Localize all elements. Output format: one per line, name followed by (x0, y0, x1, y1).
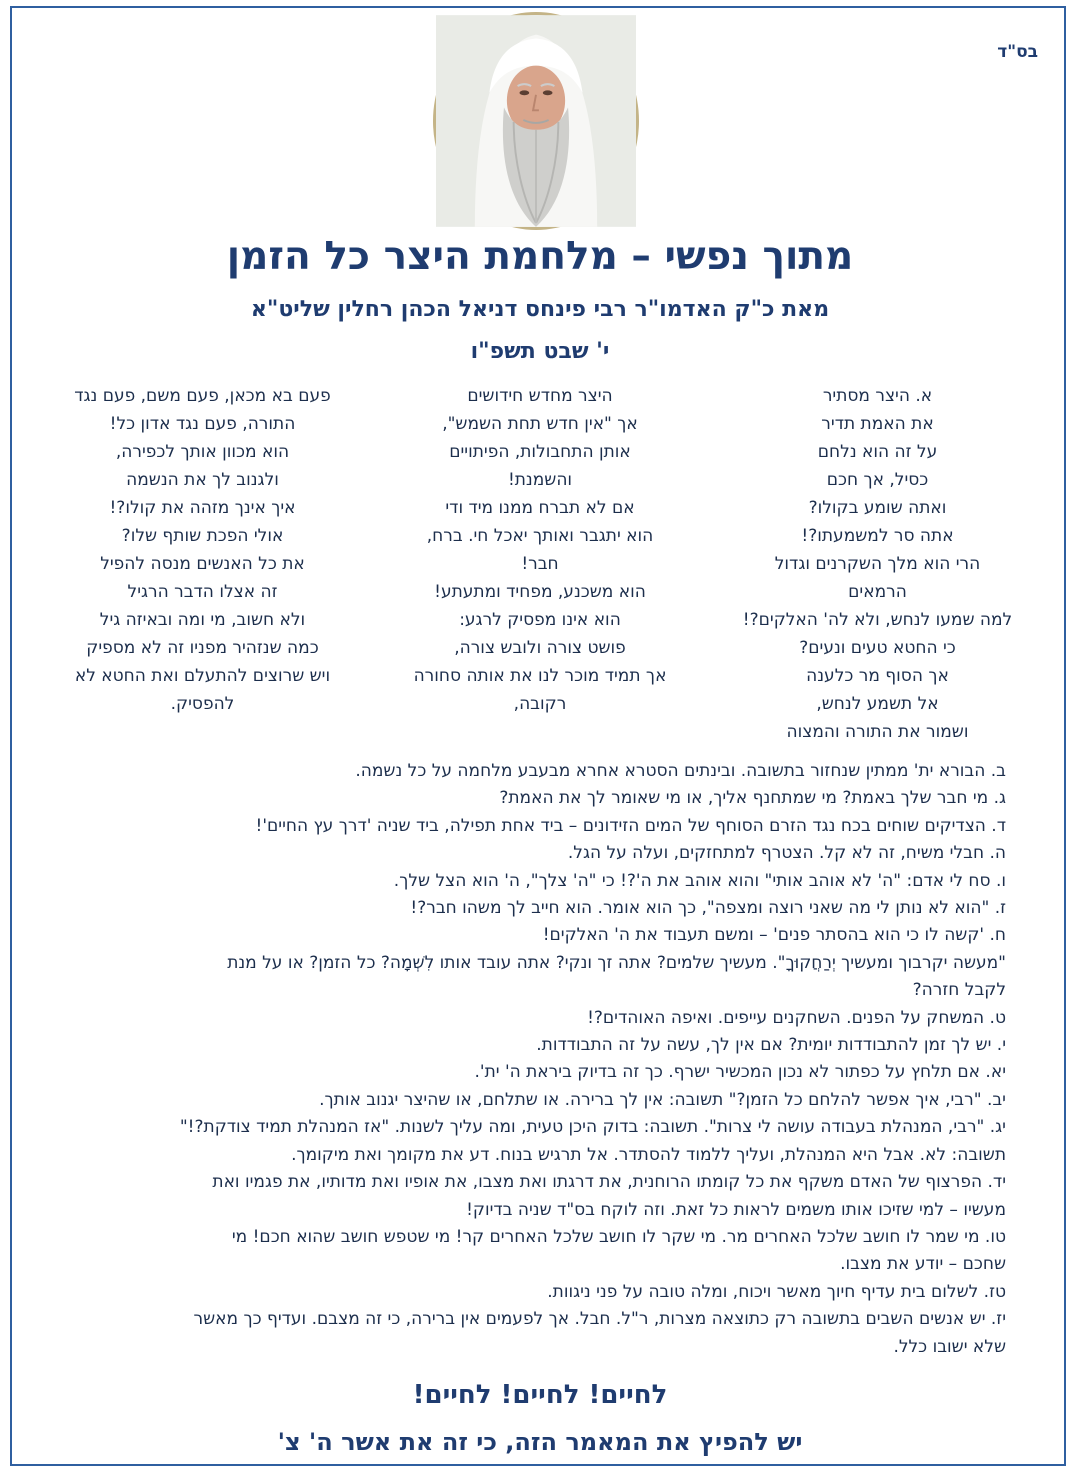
text-line: פעם בא מכאן, פעם משם, פעם נגד (74, 386, 331, 406)
text-line: ולגנוב לך את הנשמה (126, 470, 279, 490)
text-line: הוא מכוון אותך לכפירה, (115, 442, 290, 462)
text-line: לקבל חזרה? (912, 980, 1006, 1001)
text-line: אם לא תברח ממנו מיד ודי (445, 498, 635, 518)
poem-column-left (40, 382, 365, 718)
text-line: היצר מחדש חידושים (467, 386, 613, 406)
text-line: ז. "הוא לא נותן לי מה שאני רוצה ומצפה", כך הוא אומר. הוא חייב לך משהו חבר?! (410, 898, 1006, 919)
text-line: "מעשה יקרבוך ומעשיך יְרַחֲקוּךָ". מעשיך שלמים? אתה זך ונקי? אתה עובד אותו לִשְׁמָה? כל הזמן? או על מנת (227, 952, 1006, 973)
text-line: יג. "רבי, המנהלת בעבודה עושה לי צרות". תשובה: בדוק היכן טעית, ומה עליך לשנות. "אז המנהלת תמיד צודקת?!" (179, 1117, 1006, 1138)
text-line: שלא ישובו כלל. (893, 1336, 1006, 1357)
text-line: כמה שנזהיר מפניו זה לא מספיק (86, 638, 319, 658)
poem-column-middle (380, 382, 700, 718)
text-line: כסיל, אך חכם (826, 470, 929, 490)
text-line: את כל האנשים מנסה להפיל (100, 554, 305, 574)
text-line: על זה הוא נלחם (817, 442, 938, 462)
cutoff-line (0, 1426, 1080, 1456)
text-line: אל תשמע לנחש, (816, 694, 939, 714)
rabbi-portrait (433, 12, 639, 230)
text-line: תשובה: לא. אבל היא המנהלת, ועליך ללמוד להסתדר. אל תרגיש בנוח. דע את מקומך ואת מיקומך. (291, 1144, 1006, 1165)
text-line: רקובה, (513, 694, 567, 714)
text-line: יא. אם תלחץ על כפתור לא נכון המכשיר ישרף. כך זה בדיוק ביראת ה' ית'. (474, 1062, 1006, 1083)
text-line: מעשיו – למי שזיכו אותו משמים לראות כל זאת. וזה לוקח בס"ד שניה בדיוק! (466, 1199, 1006, 1220)
text-line: ולא חשוב, מי ומה ובאיזה גיל (99, 610, 306, 630)
text-line: אותן התחבולות, הפיתויים (449, 442, 631, 462)
text-line: אך "אין חדש תחת השמש", (442, 414, 638, 434)
text-line: הוא יתגבר ואותך יאכל חי. ברח, (426, 526, 654, 546)
text-line: אולי הפכת שותף שלו? (121, 526, 284, 546)
closing-line: לחיים! לחיים! לחיים! (412, 1380, 668, 1410)
text-line: ושמור את התורה והמצוה (786, 722, 969, 742)
text-line: י. יש לך זמן להתבודדות יומית? אם אין לך, עשה על זה התבודדות. (536, 1035, 1006, 1056)
text-line: יב. "רבי, איך אפשר להלחם כל הזמן?" תשובה: אין לך ברירה. או שתלחם, או שהיצר יגנוב אותך. (319, 1089, 1006, 1110)
text-line: להפסיק. (170, 694, 235, 714)
text-line: טז. לשלום בית עדיף חיוך מאשר ויכוח, ומלה טובה על פני ניגוות. (547, 1281, 1006, 1302)
text-line: ואתה שומע בקולו? (808, 498, 947, 518)
poem-column-right (715, 382, 1040, 746)
numbered-sayings (66, 758, 1006, 1361)
text-line: למה שמעו לנחש, ולא לה' האלקים?! (742, 610, 1013, 630)
text-line: זה אצלו הדבר הרגיל (127, 582, 278, 602)
text-line: ח. 'קשה לו כי הוא בהסתר פנים' – ומשם תעבוד את ה' האלקים! (542, 925, 1006, 946)
text-line: שחכם – יודע את מצבו. (840, 1254, 1006, 1275)
text-line: ג. מי חבר שלך באמת? מי שמתחנף אליך, או מי שאומר לך את האמת? (499, 788, 1006, 809)
text-line: את האמת תדיר (821, 414, 934, 434)
bsd-mark: בס"ד (997, 42, 1038, 62)
text-line: הרי הוא מלך השקרנים וגדול (774, 554, 981, 574)
text-line: ה. חבלי משיח, זה לא קל. הצטרף למתחזקים, ועלה על הגל. (567, 843, 1006, 864)
text-line: ב. הבורא ית' ממתין שנחזור בתשובה. ובינתים הסטרא אחרא מבעבע מלחמה על כל נשמה. (355, 761, 1006, 781)
text-line: ו. סח לי אדם: "ה' לא אוהב אותי" והוא אוהב את ה'?! כי "ה' צלך", ה' הוא הצל שלך. (393, 870, 1006, 891)
author-line: מאת כ"ק האדמו"ר רבי פינחס דניאל הכהן רחלין שליט"א (250, 297, 830, 322)
text-line: אך הסוף מר כלענה (806, 666, 949, 686)
date-line: י' שבט תשפ"ו (470, 339, 610, 364)
text-line: והשמנת! (507, 470, 573, 490)
text-line: אך תמיד מוכר לנו את אותה סחורה (413, 666, 667, 686)
text-line: א. היצר מסתיר (822, 386, 933, 406)
text-line: הוא משכנע, מפחיד ומתעתע! (434, 582, 646, 602)
page-title: מתוך נפשי – מלחמת היצר כל הזמן (226, 234, 854, 279)
cutoff-text: יש להפיץ את המאמר הזה, כי זה את אשר ה' צ' (277, 1428, 803, 1456)
text-line: טו. מי שמר לו חושב שלכל האחרים מר. מי שקר לו חושב שלכל האחרים קר! מי שטפש חושב שהוא חכם! מי (231, 1226, 1006, 1247)
text-line: איך אינך מזהה את קולו?! (109, 498, 296, 518)
text-line: ד. הצדיקים שוחים בכח נגד הזרם הסוחף של המים הזידונים – ביד אחת תפילה, ביד שניה 'דרך עץ החיים'! (255, 815, 1006, 836)
text-line: חבר! (521, 554, 559, 574)
text-line: אתה סר למשמעתו?! (801, 526, 954, 546)
text-line: הרמאים (848, 582, 907, 602)
text-line: התורה, פעם נגד אדון כל! (109, 414, 296, 434)
text-line: יד. הפרצוף של האדם משקף את כל קומתו הרוחנית, את דרגתו ואת מצבו, את אופיו ואת מדותיו, את פגמיו ואת (212, 1172, 1006, 1193)
text-line: ט. המשחק על הפנים. השחקנים עייפים. ואיפה האוהדים?! (587, 1007, 1006, 1028)
text-line: יז. יש אנשים השבים בתשובה רק כתוצאה מצרות, ר"ל. חבל. אך לפעמים אין ברירה, כי זה מצבם. ועדיף כך מאשר (193, 1309, 1006, 1330)
text-line: כי החטא טעים ונעים? (799, 638, 956, 658)
text-line: פושט צורה ולובש צורה, (454, 638, 626, 658)
text-line: ויש שרוצים להתעלם ואת החטא לא (74, 666, 331, 686)
text-line: הוא אינו מפסיק לרגע: (459, 610, 621, 630)
